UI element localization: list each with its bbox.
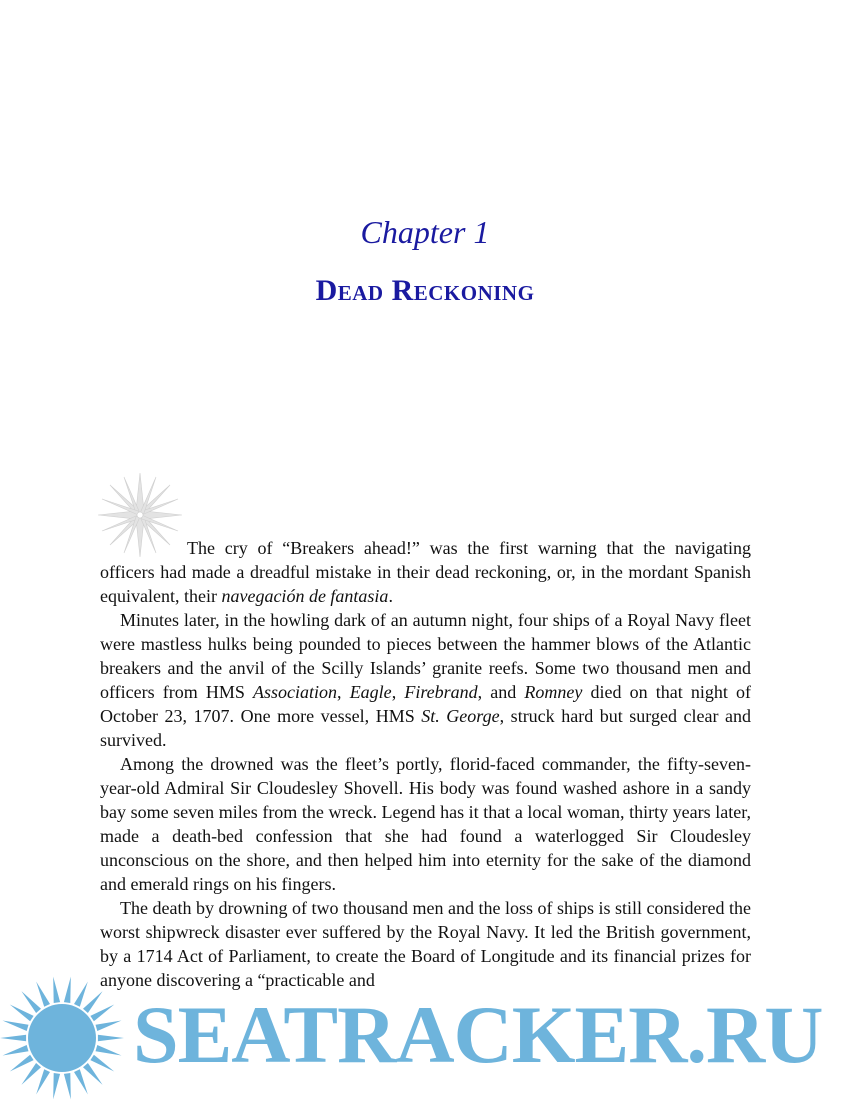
sun-ray [53,977,60,1003]
text-segment: The death by drowning of two thousand men and the loss of ships is still considered the worst shipwreck disaster ever suffered by the Royal Navy. It led the British government, by a 1714 Act of Parliament, to create the Board of Longitude and its financial prizes for anyone discovering a “practicable and [100,898,751,990]
sun-ray [83,991,103,1013]
body-text [100,536,751,992]
sun-logo-icon [0,977,124,1100]
sun-ray [21,1063,41,1085]
italic-text: St. George [421,706,500,726]
sun-ray [64,1073,71,1099]
sun-ray [90,1005,114,1022]
paragraph-1 [100,536,751,608]
sun-ray [3,1021,29,1032]
sun-ray [21,991,41,1013]
sun-ray [74,982,88,1007]
italic-text: navegación de fantasia [221,586,389,606]
text-segment: , struck hard but surged clear and survived. [100,706,751,750]
sun-ray [36,1069,50,1094]
watermark-text: SEATRACKER.RU [133,989,823,1080]
sun-ray [3,1045,29,1056]
paragraph-3 [100,752,751,896]
sun-ray [10,1005,34,1022]
text-segment: , and [477,682,525,702]
text-segment: The cry of “Breakers ahead!” was the first warning that the navigating officers had made a dreadful mistake in their dead reckoning, or, in the mordant Spanish equivalent, their [100,538,751,606]
sun-ray [98,1035,124,1041]
sun-ray [36,982,50,1007]
sun-ray [10,1055,34,1072]
text-segment: Among the drowned was the fleet’s portly, florid-faced commander, the fifty-seven-year-old Admiral Sir Cloudesley Shovell. His body was found washed ashore in a sandy bay some seven miles from the wreck. Legend has it that a local woman, thirty years later, made a death-bed confession that she had found a waterlogged Sir Cloudesley unconscious on the shore, and then helped him into eternity for the sake of the diamond and emerald rings on his fingers. [100,754,751,894]
text-segment: Minutes later, in the howling dark of an autumn night, four ships of a Royal Navy fleet were mastless hulks being pounded to pieces between the hammer blows of the Atlantic breakers and the anvil of the Scilly Islands’ granite reefs. Some two thousand men and officers from HMS [100,610,751,702]
text-segment: , [391,682,405,702]
sun-ray [83,1063,103,1085]
sun-ray [96,1021,122,1032]
chapter-label: Chapter 1 [360,214,490,250]
sun-ray [53,1073,60,1099]
text-segment: , [337,682,350,702]
sun-ray [64,977,71,1003]
text-segment: . [388,586,393,606]
paragraph-2 [100,608,751,752]
italic-text: Firebrand [404,682,478,702]
sun-ray [74,1069,88,1094]
italic-text: Association [253,682,338,702]
chapter-title: Dead Reckoning [315,274,535,307]
sun-ray [96,1045,122,1056]
italic-text: Eagle [349,682,392,702]
italic-text: Romney [524,682,583,702]
sun-ray [0,1035,26,1041]
sun-ray [90,1055,114,1072]
text-segment: died on that night of October 23, 1707. One more vessel, HMS [100,682,752,726]
